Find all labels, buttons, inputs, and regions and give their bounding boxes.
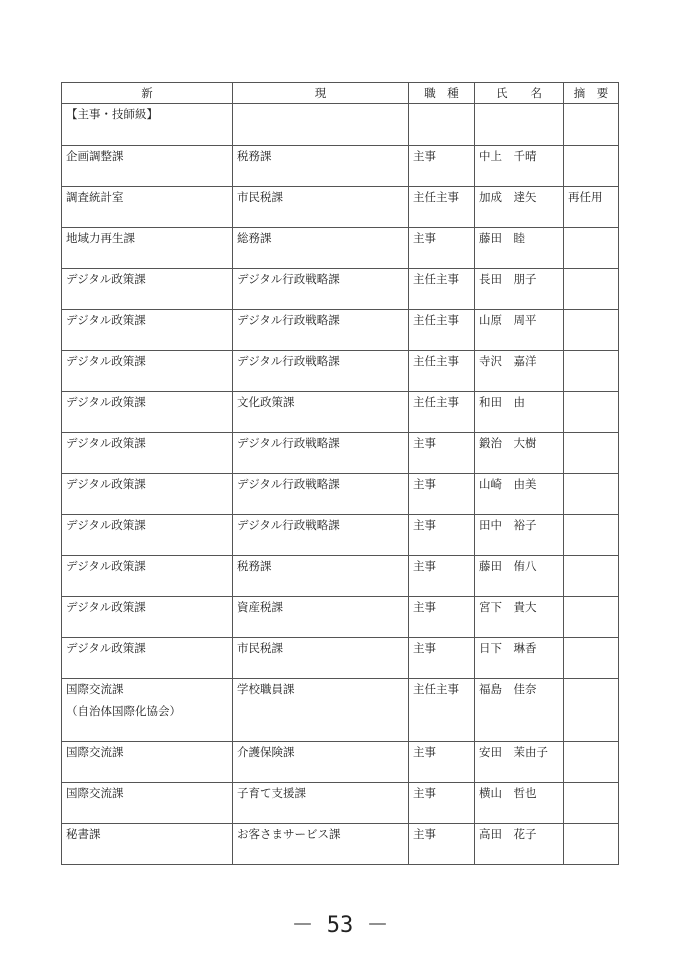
cell-name xyxy=(475,392,564,433)
cell-current-text: 税務課 xyxy=(237,559,272,573)
cell-rank xyxy=(409,269,475,310)
section-row xyxy=(62,104,619,146)
cell-rank xyxy=(409,742,475,783)
cell-rank xyxy=(409,474,475,515)
cell-new-text: デジタル政策課 xyxy=(66,354,146,368)
cell-name xyxy=(475,187,564,228)
cell-name-text: 鍛治 大樹 xyxy=(479,436,537,450)
table-row xyxy=(62,474,619,515)
cell-current-text: 文化政策課 xyxy=(237,395,295,409)
table-row xyxy=(62,392,619,433)
cell-current-text: 学校職員課 xyxy=(237,682,295,696)
cell-name xyxy=(475,515,564,556)
table-cell xyxy=(233,104,409,146)
cell-new-text: デジタル政策課 xyxy=(66,600,146,614)
cell-new-text: 地域力再生課 xyxy=(66,231,135,245)
cell-current-text: デジタル行政戦略課 xyxy=(237,272,340,286)
cell-rank xyxy=(409,515,475,556)
table-cell xyxy=(475,104,564,146)
cell-current xyxy=(233,269,409,310)
cell-name-text: 横山 哲也 xyxy=(479,786,537,800)
cell-rank xyxy=(409,146,475,187)
cell-remarks xyxy=(564,146,619,187)
cell-current xyxy=(233,187,409,228)
cell-new xyxy=(62,310,233,351)
cell-remarks xyxy=(564,824,619,865)
cell-name-text: 長田 朋子 xyxy=(479,272,537,286)
cell-current-text: デジタル行政戦略課 xyxy=(237,477,340,491)
cell-remarks xyxy=(564,269,619,310)
cell-rank-text: 主任主事 xyxy=(413,190,459,204)
cell-rank-text: 主事 xyxy=(413,600,436,614)
cell-rank-text: 主任主事 xyxy=(413,395,459,409)
page-number: － 53 － xyxy=(291,913,389,938)
cell-remarks xyxy=(564,783,619,824)
cell-current xyxy=(233,351,409,392)
cell-new-text: 国際交流課 xyxy=(66,682,124,696)
cell-current xyxy=(233,597,409,638)
cell-rank xyxy=(409,638,475,679)
cell-name-text: 加成 達矢 xyxy=(479,190,537,204)
cell-new-text: 国際交流課 xyxy=(66,786,124,800)
table-row xyxy=(62,824,619,865)
cell-rank xyxy=(409,228,475,269)
cell-name xyxy=(475,638,564,679)
cell-rank-text: 主事 xyxy=(413,827,436,841)
cell-current-text: 市民税課 xyxy=(237,190,283,204)
cell-name xyxy=(475,269,564,310)
cell-new xyxy=(62,146,233,187)
cell-current-text: 税務課 xyxy=(237,149,272,163)
cell-new-subtext: （自治体国際化協会） xyxy=(66,704,181,718)
cell-remarks xyxy=(564,638,619,679)
cell-current xyxy=(233,474,409,515)
cell-new xyxy=(62,824,233,865)
cell-name xyxy=(475,742,564,783)
cell-new-text: 国際交流課 xyxy=(66,745,124,759)
cell-name xyxy=(475,433,564,474)
table-row xyxy=(62,433,619,474)
cell-current-text: 介護保険課 xyxy=(237,745,295,759)
cell-name-text: 山崎 由美 xyxy=(479,477,537,491)
cell-rank-text: 主事 xyxy=(413,231,436,245)
cell-new-text: デジタル政策課 xyxy=(66,559,146,573)
cell-rank xyxy=(409,187,475,228)
cell-current xyxy=(233,783,409,824)
cell-name-text: 和田 由 xyxy=(479,395,525,409)
cell-current-text: お客さまサービス課 xyxy=(237,827,341,841)
cell-current xyxy=(233,228,409,269)
table-row xyxy=(62,228,619,269)
cell-current xyxy=(233,146,409,187)
cell-current xyxy=(233,556,409,597)
cell-name xyxy=(475,824,564,865)
cell-name xyxy=(475,228,564,269)
cell-new xyxy=(62,515,233,556)
table-cell xyxy=(409,104,475,146)
cell-rank-text: 主任主事 xyxy=(413,354,459,368)
cell-remarks xyxy=(564,515,619,556)
cell-new xyxy=(62,597,233,638)
cell-name xyxy=(475,679,564,742)
table-row xyxy=(62,638,619,679)
cell-rank xyxy=(409,433,475,474)
cell-current-text: 資産税課 xyxy=(237,600,283,614)
cell-current-text: 市民税課 xyxy=(237,641,283,655)
cell-new-text: デジタル政策課 xyxy=(66,395,146,409)
cell-current xyxy=(233,679,409,742)
cell-name xyxy=(475,783,564,824)
table-row xyxy=(62,783,619,824)
cell-current xyxy=(233,433,409,474)
cell-rank-text: 主事 xyxy=(413,641,436,655)
cell-new xyxy=(62,392,233,433)
table-row xyxy=(62,310,619,351)
cell-new-text: 企画調整課 xyxy=(66,149,124,163)
cell-current-text: デジタル行政戦略課 xyxy=(237,354,340,368)
cell-rank xyxy=(409,597,475,638)
cell-remarks xyxy=(564,474,619,515)
cell-new xyxy=(62,269,233,310)
cell-current xyxy=(233,824,409,865)
cell-name-text: 福島 佳奈 xyxy=(479,682,537,696)
cell-new-text: 調査統計室 xyxy=(66,190,124,204)
table-header-row xyxy=(62,83,619,104)
cell-remarks xyxy=(564,597,619,638)
header-current: 現 xyxy=(233,83,409,104)
cell-remarks xyxy=(564,392,619,433)
cell-remarks xyxy=(564,556,619,597)
cell-new xyxy=(62,556,233,597)
cell-rank xyxy=(409,310,475,351)
cell-rank-text: 主事 xyxy=(413,477,436,491)
cell-rank-text: 主事 xyxy=(413,149,436,163)
cell-name xyxy=(475,556,564,597)
cell-remarks xyxy=(564,187,619,228)
cell-current-text: デジタル行政戦略課 xyxy=(237,436,340,450)
cell-new xyxy=(62,638,233,679)
table-row xyxy=(62,187,619,228)
cell-new-text: デジタル政策課 xyxy=(66,313,146,327)
cell-name-text: 宮下 貴大 xyxy=(479,600,537,614)
header-name: 氏 名 xyxy=(475,83,564,104)
cell-name xyxy=(475,146,564,187)
cell-current xyxy=(233,392,409,433)
cell-rank xyxy=(409,679,475,742)
cell-rank xyxy=(409,556,475,597)
cell-name xyxy=(475,474,564,515)
cell-new xyxy=(62,474,233,515)
cell-remarks xyxy=(564,351,619,392)
cell-current xyxy=(233,515,409,556)
cell-name-text: 藤田 睦 xyxy=(479,231,525,245)
cell-name xyxy=(475,597,564,638)
table-row xyxy=(62,146,619,187)
cell-new xyxy=(62,742,233,783)
cell-current xyxy=(233,310,409,351)
cell-remarks xyxy=(564,310,619,351)
cell-new-text: デジタル政策課 xyxy=(66,272,146,286)
cell-rank xyxy=(409,824,475,865)
table-row xyxy=(62,351,619,392)
cell-name-text: 田中 裕子 xyxy=(479,518,537,532)
cell-new-text: デジタル政策課 xyxy=(66,436,146,450)
cell-rank-text: 主事 xyxy=(413,559,436,573)
cell-new-text: 秘書課 xyxy=(66,827,101,841)
cell-remarks-text: 再任用 xyxy=(568,190,603,204)
cell-new xyxy=(62,433,233,474)
cell-new xyxy=(62,187,233,228)
cell-current-text: 子育て支援課 xyxy=(237,786,306,800)
cell-rank-text: 主事 xyxy=(413,786,436,800)
cell-new xyxy=(62,783,233,824)
cell-name-text: 日下 琳香 xyxy=(479,641,537,655)
cell-rank-text: 主事 xyxy=(413,518,436,532)
header-rank: 職 種 xyxy=(409,83,475,104)
cell-remarks xyxy=(564,228,619,269)
cell-rank xyxy=(409,783,475,824)
table-row xyxy=(62,597,619,638)
cell-new xyxy=(62,679,233,742)
cell-current xyxy=(233,638,409,679)
cell-remarks xyxy=(564,433,619,474)
table-cell xyxy=(564,104,619,146)
cell-rank xyxy=(409,392,475,433)
cell-rank-text: 主事 xyxy=(413,745,436,759)
cell-current-text: 総務課 xyxy=(237,231,272,245)
cell-rank-text: 主任主事 xyxy=(413,313,459,327)
cell-new-text: デジタル政策課 xyxy=(66,518,146,532)
cell-name-text: 高田 花子 xyxy=(479,827,537,841)
table-row xyxy=(62,515,619,556)
cell-rank-text: 主事 xyxy=(413,436,436,450)
cell-name-text: 山原 周平 xyxy=(479,313,537,327)
cell-current-text: デジタル行政戦略課 xyxy=(237,518,340,532)
cell-name xyxy=(475,310,564,351)
cell-new-text: デジタル政策課 xyxy=(66,641,146,655)
personnel-table xyxy=(61,82,619,865)
cell-rank-text: 主任主事 xyxy=(413,272,459,286)
header-remarks: 摘 要 xyxy=(564,83,619,104)
cell-name-text: 寺沢 嘉洋 xyxy=(479,354,537,368)
cell-remarks xyxy=(564,679,619,742)
cell-name-text: 中上 千晴 xyxy=(479,149,537,163)
cell-name xyxy=(475,351,564,392)
cell-current xyxy=(233,742,409,783)
cell-name-text: 藤田 侑八 xyxy=(479,559,537,573)
cell-current-text: デジタル行政戦略課 xyxy=(237,313,340,327)
header-new: 新 xyxy=(62,83,233,104)
table-row xyxy=(62,679,619,742)
cell-rank-text: 主任主事 xyxy=(413,682,459,696)
table-row xyxy=(62,556,619,597)
cell-name-text: 安田 茉由子 xyxy=(479,745,548,759)
table-row xyxy=(62,742,619,783)
table-row xyxy=(62,269,619,310)
cell-remarks xyxy=(564,742,619,783)
cell-new xyxy=(62,228,233,269)
cell-new-text: デジタル政策課 xyxy=(66,477,146,491)
cell-rank xyxy=(409,351,475,392)
section-label: 【主事・技師級】 xyxy=(62,104,233,146)
cell-new xyxy=(62,351,233,392)
